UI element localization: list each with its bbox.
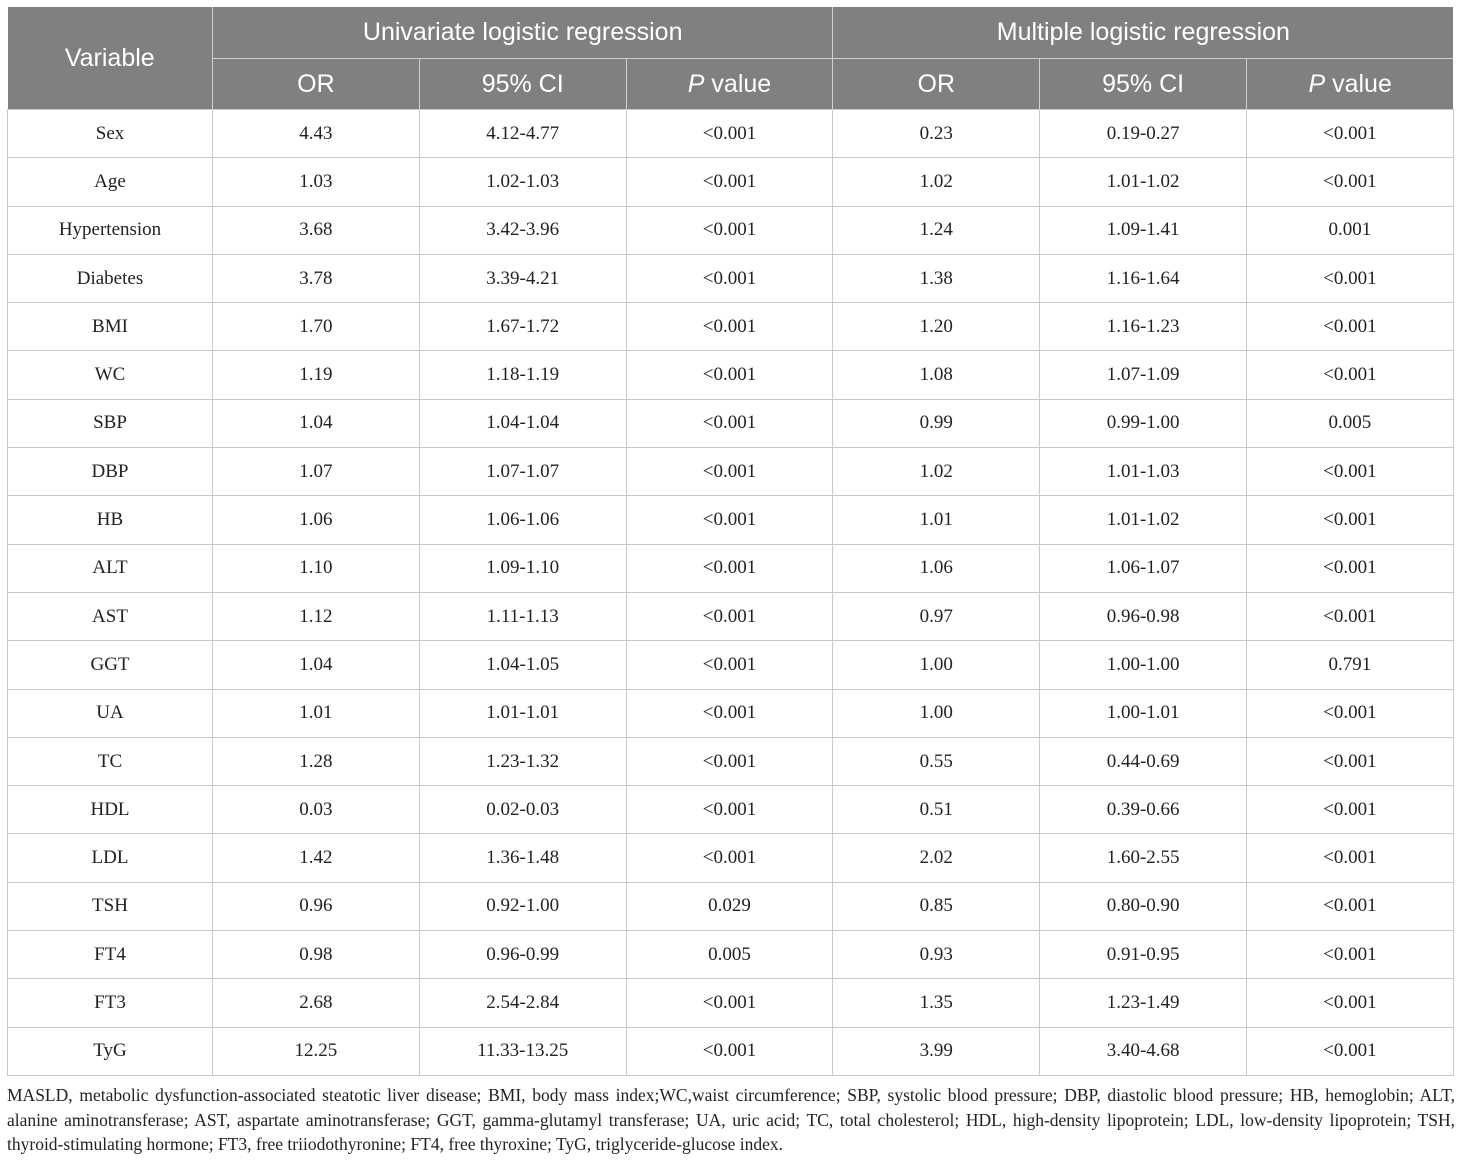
cell-multi-ci: 0.96-0.98: [1040, 592, 1247, 640]
cell-multi-p: <0.001: [1247, 786, 1454, 834]
cell-uni-or: 1.04: [213, 399, 420, 447]
cell-multi-p: 0.005: [1247, 399, 1454, 447]
cell-uni-ci: 1.18-1.19: [419, 351, 626, 399]
table-row: [8, 737, 1454, 785]
cell-uni-or: 1.12: [213, 592, 420, 640]
cell-uni-or: 1.03: [213, 158, 420, 206]
table-row: [8, 544, 1454, 592]
cell-multi-p: <0.001: [1247, 254, 1454, 302]
header-uni-ci: 95% CI: [419, 59, 626, 110]
cell-uni-or: 3.78: [213, 254, 420, 302]
cell-uni-p: <0.001: [626, 448, 833, 496]
cell-uni-or: 1.04: [213, 641, 420, 689]
cell-variable: Diabetes: [8, 254, 213, 302]
cell-multi-p: <0.001: [1247, 737, 1454, 785]
cell-uni-p: <0.001: [626, 592, 833, 640]
table-body: [8, 110, 1454, 1076]
cell-multi-or: 1.08: [833, 351, 1040, 399]
cell-uni-p: 0.029: [626, 882, 833, 930]
header-multiple-group: Multiple logistic regression: [833, 7, 1453, 59]
header-multi-p: [1247, 59, 1454, 110]
table-row: [8, 254, 1454, 302]
cell-uni-p: <0.001: [626, 351, 833, 399]
cell-uni-ci: 3.39-4.21: [419, 254, 626, 302]
cell-multi-p: <0.001: [1247, 834, 1454, 882]
cell-multi-or: 1.20: [833, 303, 1040, 351]
cell-multi-or: 3.99: [833, 1027, 1040, 1075]
table-row: [8, 689, 1454, 737]
cell-multi-p: <0.001: [1247, 979, 1454, 1027]
cell-multi-p: <0.001: [1247, 448, 1454, 496]
cell-multi-p: <0.001: [1247, 544, 1454, 592]
cell-multi-or: 0.93: [833, 931, 1040, 979]
cell-uni-p: <0.001: [626, 737, 833, 785]
cell-uni-p: <0.001: [626, 641, 833, 689]
header-p-italic: P: [1308, 69, 1326, 98]
cell-multi-or: 2.02: [833, 834, 1040, 882]
cell-multi-p: <0.001: [1247, 110, 1454, 158]
cell-uni-ci: 1.67-1.72: [419, 303, 626, 351]
cell-multi-or: 1.01: [833, 496, 1040, 544]
cell-multi-or: 0.85: [833, 882, 1040, 930]
cell-multi-ci: 1.00-1.01: [1040, 689, 1247, 737]
cell-multi-p: <0.001: [1247, 158, 1454, 206]
table-row: [8, 496, 1454, 544]
cell-multi-p: <0.001: [1247, 303, 1454, 351]
cell-multi-ci: 1.01-1.02: [1040, 158, 1247, 206]
cell-multi-ci: 1.01-1.02: [1040, 496, 1247, 544]
cell-multi-ci: 1.07-1.09: [1040, 351, 1247, 399]
table-row: [8, 834, 1454, 882]
cell-variable: BMI: [8, 303, 213, 351]
cell-uni-or: 2.68: [213, 979, 420, 1027]
cell-multi-or: 1.24: [833, 206, 1040, 254]
cell-uni-ci: 1.04-1.05: [419, 641, 626, 689]
cell-uni-or: 1.28: [213, 737, 420, 785]
table-footnote: MASLD, metabolic dysfunction-associated steatotic liver disease; BMI, body mass index;WC,waist circumference; SBP, systolic blood pressure; DBP, diastolic blood pressure; HB, hemoglobin; ALT, alanine aminotransferase; AST, aspartate aminotransferase; GGT, gamma-glutamyl transferase; UA, uric acid; TC, total cholesterol; HDL, high-density lipoprotein; LDL, low-density lipoprotein; TSH, thyroid-stimulating hormone; FT3, free triiodothyronine; FT4, free thyroxine; TyG, triglyceride-glucose index.: [7, 1085, 1455, 1154]
header-p-rest: value: [1325, 69, 1392, 98]
cell-uni-or: 1.10: [213, 544, 420, 592]
cell-multi-ci: 1.06-1.07: [1040, 544, 1247, 592]
cell-multi-or: 1.35: [833, 979, 1040, 1027]
cell-variable: TyG: [8, 1027, 213, 1075]
cell-multi-p: 0.791: [1247, 641, 1454, 689]
header-variable: Variable: [8, 7, 213, 110]
cell-multi-or: 0.55: [833, 737, 1040, 785]
cell-uni-p: <0.001: [626, 110, 833, 158]
cell-uni-p: <0.001: [626, 496, 833, 544]
cell-uni-p: <0.001: [626, 544, 833, 592]
cell-multi-ci: 1.09-1.41: [1040, 206, 1247, 254]
cell-uni-ci: 1.04-1.04: [419, 399, 626, 447]
cell-variable: Age: [8, 158, 213, 206]
cell-multi-p: <0.001: [1247, 496, 1454, 544]
cell-multi-ci: 1.60-2.55: [1040, 834, 1247, 882]
table-row: [8, 979, 1454, 1027]
regression-table: [7, 7, 1454, 1076]
table-row: [8, 303, 1454, 351]
cell-multi-ci: 0.44-0.69: [1040, 737, 1247, 785]
cell-variable: HDL: [8, 786, 213, 834]
cell-multi-ci: 0.19-0.27: [1040, 110, 1247, 158]
cell-multi-or: 0.99: [833, 399, 1040, 447]
cell-uni-p: <0.001: [626, 979, 833, 1027]
cell-variable: Hypertension: [8, 206, 213, 254]
cell-uni-or: 1.01: [213, 689, 420, 737]
cell-uni-p: <0.001: [626, 303, 833, 351]
cell-multi-p: 0.001: [1247, 206, 1454, 254]
header-multi-ci: 95% CI: [1040, 59, 1247, 110]
cell-multi-ci: 1.16-1.64: [1040, 254, 1247, 302]
cell-uni-ci: 1.36-1.48: [419, 834, 626, 882]
cell-multi-p: <0.001: [1247, 931, 1454, 979]
table-row: [8, 786, 1454, 834]
header-p-italic: P: [687, 69, 705, 98]
cell-uni-or: 0.03: [213, 786, 420, 834]
cell-uni-ci: 1.09-1.10: [419, 544, 626, 592]
table-row: [8, 399, 1454, 447]
cell-variable: UA: [8, 689, 213, 737]
table-row: [8, 1027, 1454, 1075]
cell-variable: GGT: [8, 641, 213, 689]
cell-multi-ci: 1.00-1.00: [1040, 641, 1247, 689]
table-row: [8, 158, 1454, 206]
cell-multi-ci: 1.16-1.23: [1040, 303, 1247, 351]
cell-multi-or: 0.97: [833, 592, 1040, 640]
cell-uni-or: 1.06: [213, 496, 420, 544]
cell-uni-p: <0.001: [626, 206, 833, 254]
table-row: [8, 110, 1454, 158]
cell-multi-p: <0.001: [1247, 1027, 1454, 1075]
header-multi-or: OR: [833, 59, 1040, 110]
cell-uni-ci: 1.23-1.32: [419, 737, 626, 785]
cell-variable: FT4: [8, 931, 213, 979]
table-row: [8, 931, 1454, 979]
cell-multi-ci: 3.40-4.68: [1040, 1027, 1247, 1075]
table-row: [8, 206, 1454, 254]
cell-uni-ci: 1.11-1.13: [419, 592, 626, 640]
table-header: [8, 7, 1454, 110]
cell-variable: Sex: [8, 110, 213, 158]
header-univariate-group: Univariate logistic regression: [213, 7, 833, 59]
table-row: [8, 448, 1454, 496]
header-uni-or: OR: [213, 59, 420, 110]
table-row: [8, 882, 1454, 930]
cell-uni-p: 0.005: [626, 931, 833, 979]
cell-uni-ci: 1.06-1.06: [419, 496, 626, 544]
header-p-rest: value: [704, 69, 772, 98]
cell-uni-ci: 0.02-0.03: [419, 786, 626, 834]
cell-multi-ci: 0.91-0.95: [1040, 931, 1247, 979]
cell-variable: DBP: [8, 448, 213, 496]
cell-variable: AST: [8, 592, 213, 640]
cell-uni-or: 1.42: [213, 834, 420, 882]
cell-uni-p: <0.001: [626, 689, 833, 737]
cell-variable: ALT: [8, 544, 213, 592]
cell-uni-ci: 0.92-1.00: [419, 882, 626, 930]
cell-multi-or: 1.02: [833, 448, 1040, 496]
cell-variable: TC: [8, 737, 213, 785]
table-row: [8, 641, 1454, 689]
cell-uni-p: <0.001: [626, 399, 833, 447]
cell-uni-p: <0.001: [626, 1027, 833, 1075]
cell-multi-or: 1.02: [833, 158, 1040, 206]
cell-multi-or: 1.00: [833, 641, 1040, 689]
cell-multi-or: 1.06: [833, 544, 1040, 592]
cell-multi-p: <0.001: [1247, 592, 1454, 640]
cell-variable: LDL: [8, 834, 213, 882]
cell-uni-ci: 3.42-3.96: [419, 206, 626, 254]
cell-variable: TSH: [8, 882, 213, 930]
cell-multi-ci: 0.80-0.90: [1040, 882, 1247, 930]
cell-uni-or: 12.25: [213, 1027, 420, 1075]
cell-multi-or: 1.00: [833, 689, 1040, 737]
cell-uni-ci: 4.12-4.77: [419, 110, 626, 158]
cell-multi-p: <0.001: [1247, 351, 1454, 399]
cell-variable: WC: [8, 351, 213, 399]
cell-uni-or: 0.96: [213, 882, 420, 930]
cell-uni-ci: 1.01-1.01: [419, 689, 626, 737]
cell-multi-p: <0.001: [1247, 689, 1454, 737]
cell-uni-or: 1.19: [213, 351, 420, 399]
table-row: [8, 351, 1454, 399]
cell-uni-ci: 2.54-2.84: [419, 979, 626, 1027]
cell-multi-ci: 0.39-0.66: [1040, 786, 1247, 834]
cell-uni-p: <0.001: [626, 834, 833, 882]
cell-uni-ci: 1.02-1.03: [419, 158, 626, 206]
cell-variable: FT3: [8, 979, 213, 1027]
cell-uni-or: 4.43: [213, 110, 420, 158]
header-uni-p: [626, 59, 833, 110]
regression-table-container: [7, 7, 1453, 1076]
cell-uni-or: 1.07: [213, 448, 420, 496]
cell-multi-or: 1.38: [833, 254, 1040, 302]
cell-multi-ci: 1.01-1.03: [1040, 448, 1247, 496]
cell-uni-p: <0.001: [626, 158, 833, 206]
cell-multi-or: 0.23: [833, 110, 1040, 158]
cell-uni-ci: 1.07-1.07: [419, 448, 626, 496]
cell-uni-or: 1.70: [213, 303, 420, 351]
cell-uni-or: 3.68: [213, 206, 420, 254]
cell-variable: HB: [8, 496, 213, 544]
cell-multi-ci: 0.99-1.00: [1040, 399, 1247, 447]
cell-uni-ci: 11.33-13.25: [419, 1027, 626, 1075]
cell-uni-p: <0.001: [626, 254, 833, 302]
cell-multi-p: <0.001: [1247, 882, 1454, 930]
cell-multi-or: 0.51: [833, 786, 1040, 834]
cell-multi-ci: 1.23-1.49: [1040, 979, 1247, 1027]
cell-uni-or: 0.98: [213, 931, 420, 979]
cell-variable: SBP: [8, 399, 213, 447]
cell-uni-ci: 0.96-0.99: [419, 931, 626, 979]
table-row: [8, 592, 1454, 640]
cell-uni-p: <0.001: [626, 786, 833, 834]
